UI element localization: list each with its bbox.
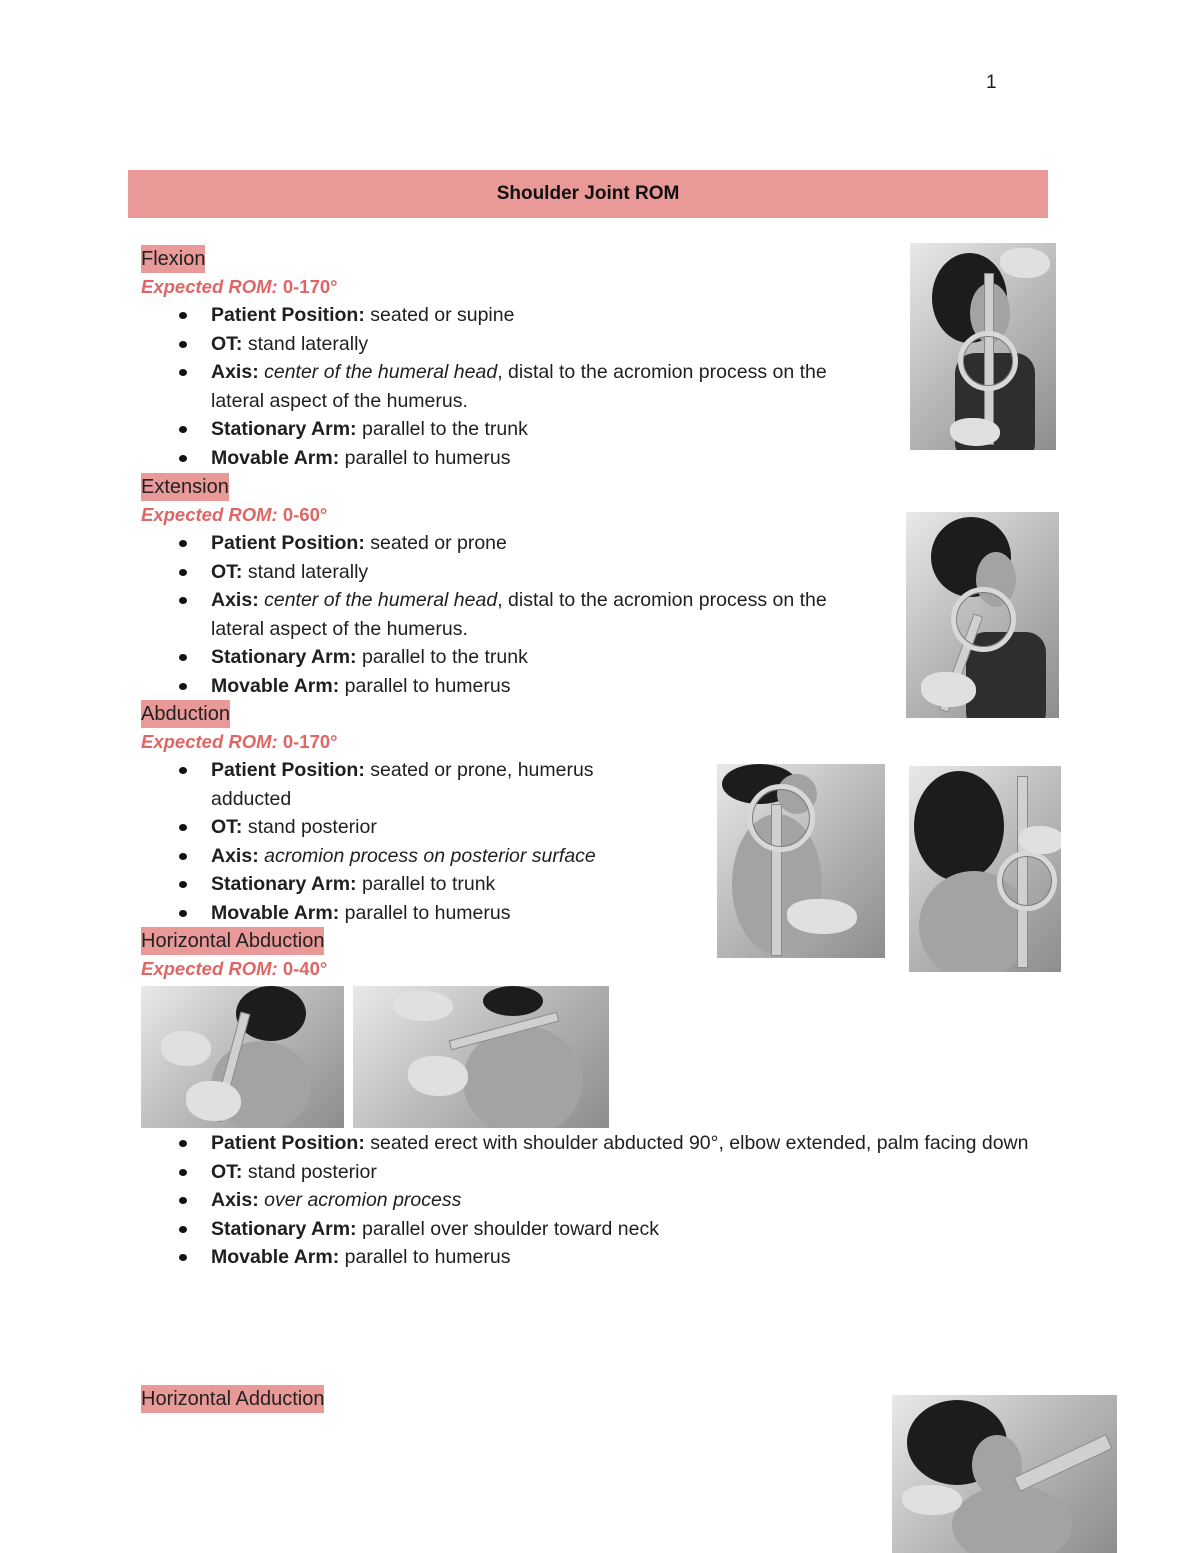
title-banner — [128, 170, 1048, 218]
section-heading: Flexion — [141, 245, 205, 273]
horizontal-abduction-photo-2 — [353, 986, 609, 1128]
list-item: OT: stand laterally — [141, 558, 871, 587]
flexion-photo — [910, 243, 1056, 450]
list-item: OT: stand laterally — [141, 330, 871, 359]
extension-photo — [906, 512, 1059, 718]
list-item: Axis: acromion process on posterior surface — [141, 842, 661, 871]
list-item: Movable Arm: parallel to humerus — [141, 672, 871, 701]
list-item: Patient Position: seated erect with shoulder abducted 90°, elbow extended, palm facing down — [141, 1129, 1081, 1158]
section-heading: Abduction — [141, 700, 230, 728]
section-abduction — [141, 700, 661, 927]
list-item: Stationary Arm: parallel to the trunk — [141, 643, 871, 672]
list-item: Stationary Arm: parallel over shoulder toward neck — [141, 1215, 1081, 1244]
section-horizontal-abduction-items — [141, 1129, 1081, 1272]
list-item: OT: stand posterior — [141, 1158, 1081, 1187]
expected-rom: Expected ROM: 0-170° — [141, 276, 338, 297]
horizontal-abduction-photo-1 — [141, 986, 344, 1128]
list-item: Movable Arm: parallel to humerus — [141, 899, 661, 928]
expected-rom: Expected ROM: 0-40° — [141, 958, 328, 979]
abduction-photo-posterior — [909, 766, 1061, 972]
list-item: Movable Arm: parallel to humerus — [141, 1243, 1081, 1272]
list-item: Patient Position: seated or supine — [141, 301, 871, 330]
list-item: OT: stand posterior — [141, 813, 661, 842]
section-heading: Horizontal Abduction — [141, 927, 324, 955]
horizontal-adduction-photo — [892, 1395, 1117, 1553]
abduction-photo-lateral — [717, 764, 885, 958]
section-flexion — [141, 245, 871, 472]
list-item: Stationary Arm: parallel to trunk — [141, 870, 661, 899]
list-item: Axis: over acromion process — [141, 1186, 1081, 1215]
list-item: Axis: center of the humeral head, distal to the acromion process on the lateral aspect of the humerus. — [141, 586, 871, 643]
page-number: 1 — [986, 72, 997, 93]
list-item: Stationary Arm: parallel to the trunk — [141, 415, 871, 444]
section-extension — [141, 473, 871, 700]
section-heading: Extension — [141, 473, 229, 501]
section-heading: Horizontal Adduction — [141, 1385, 324, 1413]
list-item: Patient Position: seated or prone — [141, 529, 871, 558]
list-item: Patient Position: seated or prone, humerus adducted — [141, 756, 661, 813]
section-horizontal-adduction — [141, 1385, 324, 1413]
list-item: Axis: center of the humeral head, distal to the acromion process on the lateral aspect of the humerus. — [141, 358, 871, 415]
page-title: Shoulder Joint ROM — [496, 183, 680, 204]
expected-rom: Expected ROM: 0-60° — [141, 504, 328, 525]
expected-rom: Expected ROM: 0-170° — [141, 731, 338, 752]
list-item: Movable Arm: parallel to humerus — [141, 444, 871, 473]
